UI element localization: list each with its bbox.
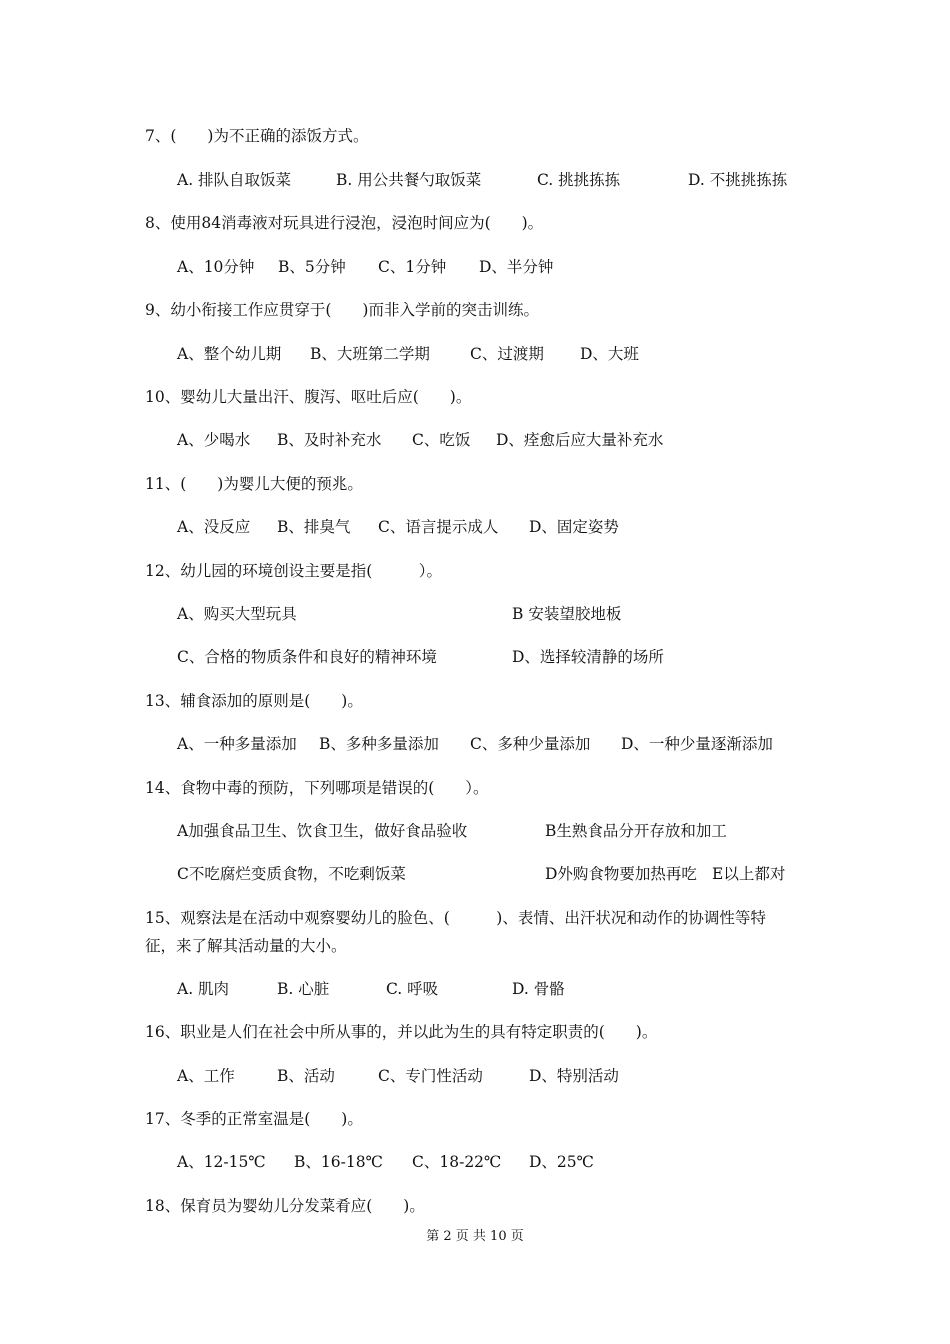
question-17-stem: 17、冬季的正常室温是( )。 [145,1110,363,1128]
question-14-option-a: A加强食品卫生、饮食卫生，做好食品验收 [177,822,468,840]
question-17-option-a: A、12-15℃ [177,1153,266,1171]
question-15-stem: 15、观察法是在活动中观察婴幼儿的脸色、( )、表情、出汗状况和动作的协调性等特 [145,909,766,927]
question-16-option-c: C、专门性活动 [378,1067,483,1085]
question-8-option-c: C、1分钟 [378,258,447,276]
page-number-footer: 第 2 页 共 10 页 [426,1229,524,1244]
question-15-option-d: D. 骨骼 [512,980,565,998]
question-10-stem: 10、婴幼儿大量出汗、腹泻、呕吐后应( )。 [145,388,472,406]
question-9-option-c: C、过渡期 [470,345,544,363]
question-13-option-d: D、一种少量逐渐添加 [621,735,773,753]
question-12-option-c: C、合格的物质条件和良好的精神环境 [177,648,437,666]
question-11-option-d: D、固定姿势 [529,518,619,536]
question-11-stem: 11、( )为婴儿大便的预兆。 [145,475,363,493]
question-9-option-a: A、整个幼儿期 [177,345,282,363]
question-9-option-d: D、大班 [580,345,639,363]
question-14-option-b: B生熟食品分开存放和加工 [545,822,727,840]
question-11-option-a: A、没反应 [177,518,251,536]
question-8-option-d: D、半分钟 [479,258,554,276]
question-15-option-b: B. 心脏 [277,980,330,998]
question-12-option-d: D、选择较清静的场所 [512,648,664,666]
question-14-option-d: D外购食物要加热再吃 [545,865,697,883]
question-13-stem: 13、辅食添加的原则是( )。 [145,692,363,710]
question-16-stem: 16、职业是人们在社会中所从事的，并以此为生的具有特定职责的( )。 [145,1023,658,1041]
question-15-option-c: C. 呼吸 [386,980,439,998]
question-9-option-b: B、大班第二学期 [310,345,430,363]
question-10-option-c: C、吃饭 [412,431,471,449]
question-13-option-b: B、多种多量添加 [319,735,439,753]
question-12-stem: 12、幼儿园的环境创设主要是指( ）。 [145,562,443,580]
question-16-option-a: A、工作 [177,1067,235,1085]
question-7-stem: 7、( )为不正确的添饭方式。 [145,127,369,145]
question-12-option-a: A、购买大型玩具 [177,605,297,623]
question-14-option-c: C不吃腐烂变质食物，不吃剩饭菜 [177,865,406,883]
question-17-option-c: C、18-22℃ [412,1153,502,1171]
question-14-stem: 14、食物中毒的预防，下列哪项是错误的( ）。 [145,779,489,797]
question-7-option-c: C. 挑挑拣拣 [537,171,621,189]
question-9-stem: 9、幼小衔接工作应贯穿于( )而非入学前的突击训练。 [145,301,539,319]
question-18-stem: 18、保育员为婴幼儿分发菜肴应( )。 [145,1197,425,1215]
question-11-option-b: B、排臭气 [277,518,351,536]
question-8-option-b: B、5分钟 [278,258,346,276]
question-7-option-a: A. 排队自取饭菜 [177,171,292,189]
question-11-option-c: C、语言提示成人 [378,518,499,536]
question-8-stem: 8、使用84消毒液对玩具进行浸泡，浸泡时间应为( )。 [145,214,544,232]
question-13-option-a: A、一种多量添加 [177,735,297,753]
question-10-option-b: B、及时补充水 [277,431,382,449]
question-10-option-a: A、少喝水 [177,431,251,449]
question-15-option-a: A. 肌肉 [177,980,230,998]
question-16-option-d: D、特别活动 [529,1067,619,1085]
question-13-option-c: C、多种少量添加 [470,735,591,753]
question-7-option-b: B. 用公共餐勺取饭菜 [336,171,482,189]
question-10-option-d: D、痊愈后应大量补充水 [496,431,664,449]
question-14-option-e: E以上都对 [712,865,786,883]
question-15-stem-continued: 征，来了解其活动量的大小。 [145,937,347,955]
question-7-option-d: D. 不挑挑拣拣 [688,171,788,189]
question-8-option-a: A、10分钟 [177,258,255,276]
question-12-option-b: B 安装望胶地板 [512,605,622,623]
question-17-option-d: D、25℃ [529,1153,594,1171]
question-17-option-b: B、16-18℃ [294,1153,383,1171]
question-16-option-b: B、活动 [277,1067,335,1085]
